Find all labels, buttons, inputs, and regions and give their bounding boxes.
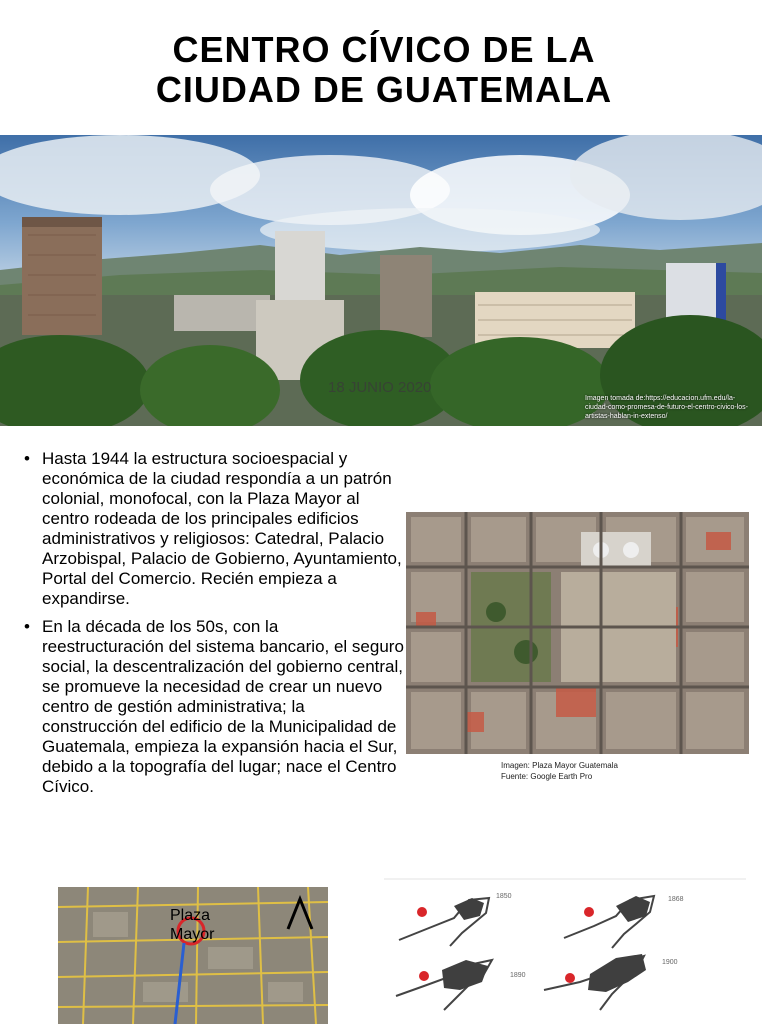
- title-line-2: CIUDAD DE GUATEMALA: [155, 69, 613, 110]
- aerial-photo-plaza-mayor: [406, 512, 749, 754]
- bullet-marker: •: [24, 449, 30, 468]
- slide-date: 18 JUNIO 2020: [328, 379, 432, 396]
- year-label: 1890: [510, 972, 526, 979]
- expansion-diagram-illustration: [384, 878, 746, 1024]
- year-label: 1868: [668, 896, 684, 903]
- bullet-item: [24, 617, 404, 797]
- hero-photo-civic-center: [0, 135, 762, 426]
- bullet-item: [24, 449, 404, 609]
- city-expansion-diagram: [384, 878, 746, 1024]
- slide-title: [0, 30, 768, 110]
- year-label: 1850: [496, 893, 512, 900]
- bullet-text: En la década de los 50s, con la reestructuración del sistema bancario, el seguro social, la descentralización del gobierno central, se promueve la necesidad de crear un nuevo centro de gestión administrativa; la construcción del edificio de la Municipalidad de Guatemala, empieza la expansión hacia el Sur, debido a la topografía del lugar; nace el Centro Cívico.: [42, 617, 404, 796]
- caption-image-line: Imagen: Plaza Mayor Guatemala: [501, 761, 618, 770]
- expansion-stage-3: [396, 960, 526, 1010]
- title-line-1: CENTRO CÍVICO DE LA: [172, 29, 596, 70]
- aerial-map-illustration: [406, 512, 749, 754]
- map-label-line-1: Plaza: [170, 907, 211, 924]
- map-label-line-2: Mayor: [170, 926, 215, 943]
- plaza-mayor-label: [170, 906, 214, 944]
- expansion-stage-4: [544, 954, 678, 1010]
- expansion-stage-2: [564, 896, 684, 948]
- bullet-marker: •: [24, 617, 30, 636]
- bullet-text: Hasta 1944 la estructura socioespacial y económica de la ciudad respondía a un patrón colonial, monofocal, con la Plaza Mayor al centro rodeada de los principales edificios administrativos y religiosos: Catedral, Palacio Arzobispal, Palacio de Gobierno, Ayuntamiento, Portal del Comercio. Recién empieza a expandirse.: [42, 449, 402, 608]
- aerial-caption: [501, 760, 618, 782]
- bullet-list: [24, 449, 404, 805]
- city-street-map: [58, 887, 328, 1024]
- caption-source-line: Fuente: Google Earth Pro: [501, 772, 593, 781]
- image-credit: Imagen tomada de:https://educacion.ufm.edu/la-ciudad-como-promesa-de-futuro-el-centro-civico-los-artistas-hablan-in-extenso/: [585, 395, 748, 420]
- year-label: 1900: [662, 959, 678, 966]
- expansion-stage-1: [399, 893, 512, 946]
